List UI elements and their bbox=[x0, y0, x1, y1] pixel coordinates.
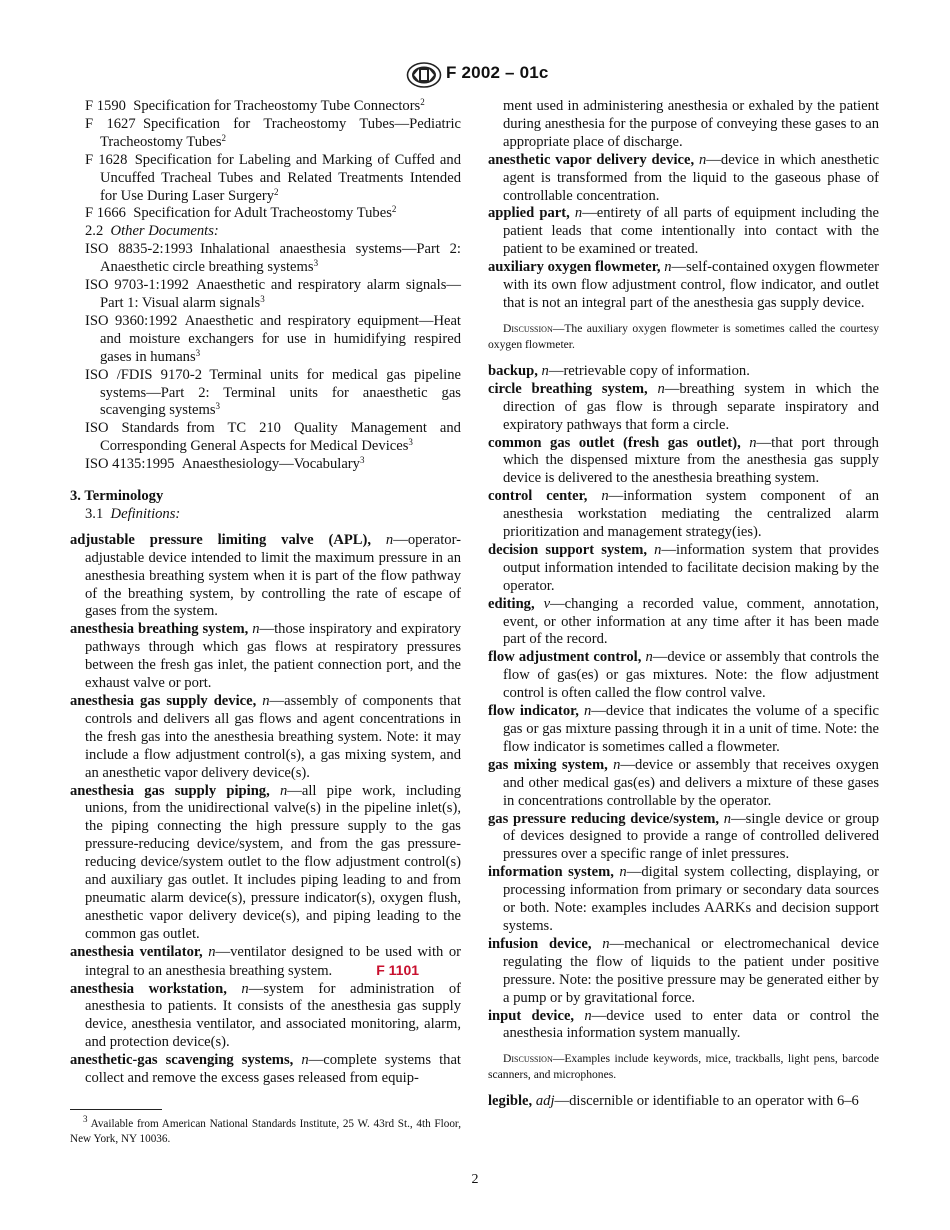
definition-entry: input device, n—device used to enter data or control the anesthesia information system manually. bbox=[488, 1007, 879, 1042]
definition-entry: infusion device, n—mechanical or electromechanical device regulating the flow of liquids to the patient under positive pressure. Note: the positive pressure may be generated either by a pump or by gravitational force. bbox=[488, 935, 879, 1006]
definitions-list-left bbox=[70, 532, 461, 1088]
footnote: $^3$ Available from American National Standards Institute, 25 W. 43rd St., 4th Floor, New York, NY 10036. bbox=[70, 1114, 461, 1145]
definition-entry: auxiliary oxygen flowmeter, n—self-contained oxygen flowmeter with its own flow adjustment control, flow indicator, and outlet that is not an integral part of the anesthesia gas supply device. bbox=[488, 259, 879, 311]
reference-item: F 1666 Specification for Adult Tracheostomy Tubes$^2$ bbox=[85, 204, 397, 222]
referenced-iso-standards bbox=[70, 241, 461, 474]
definition-entry: anesthesia gas supply piping, n—all pipe work, including unions, from the unidirectional valve(s) in the pipeline inlet(s), the piping connecting the high pressure supply to the gas pressure-reducing device/system, and from the gas pressure-reducing device/system outlet to the flow adjustment control(s) and auxiliary gas outlet. It includes piping leading to and from pneumatic alarm device(s), pressure indicator(s), oxygen flush, anesthetic vapor delivery device(s), and piping leading to the common gas outlet. bbox=[70, 782, 461, 942]
reference-item: F 1590 Specification for Tracheostomy Tube Connectors$^2$ bbox=[85, 97, 425, 114]
definition-entry: anesthesia workstation, n—system for administration of anesthesia to patients. It consists of the anesthesia gas supply device, anesthesia ventilator, and associated monitoring, alarm, and protection device(s). bbox=[70, 980, 461, 1051]
definition-entry: information system, n—digital system collecting, displaying, or processing information from primary or secondary data sources or both. Note: examples includes AARKs and decision support systems. bbox=[488, 864, 879, 934]
standard-reference-tag: F 1101 bbox=[376, 961, 420, 978]
definition-entry: backup, n—retrievable copy of information. bbox=[488, 362, 750, 379]
definition-entry: gas mixing system, n—device or assembly that receives oxygen and other medical gas(es) and delivers a mixture of these gases in concentrations controllable by the operator. bbox=[488, 756, 879, 809]
reference-item: ISO 4135:1995 Anaesthesiology—Vocabulary$^3$ bbox=[85, 455, 365, 473]
referenced-f-standards bbox=[70, 98, 461, 223]
definitions-list-right-b bbox=[488, 363, 879, 1043]
definition-entry: control center, n—information system component of an anesthesia workstation mediating the centralized alarm prioritization and management strategy(ies). bbox=[488, 488, 879, 541]
definition-entry: anesthetic vapor delivery device, n—device in which anesthetic agent is transformed from the liquid to the gaseous phase of controllable concentration. bbox=[488, 151, 879, 204]
discussion-note: Discussion—Examples include keywords, mice, trackballs, light pens, barcode scanners, and microphones. bbox=[488, 1052, 879, 1082]
astm-logo-icon bbox=[406, 62, 442, 88]
definition-legible: legible, adj—discernible or identifiable to an operator with 6–6 bbox=[488, 1093, 859, 1110]
definition-entry: decision support system, n—information system that provides output information intended to facilitate decision making by the operator. bbox=[488, 541, 880, 594]
definition-entry: circle breathing system, n—breathing system in which the direction of gas flow is through separate inspiratory and expiratory pathways that form a circle. bbox=[488, 380, 879, 433]
reference-item: ISO 9703-1:1992 Anaesthetic and respiratory alarm signals—Part 1: Visual alarm signals$^3$ bbox=[85, 277, 461, 311]
section-title-terminology: 3. Terminology bbox=[70, 488, 164, 505]
left-column bbox=[70, 98, 461, 1088]
page-number: 2 bbox=[471, 1172, 479, 1187]
definition-entry: anesthesia breathing system, n—those inspiratory and expiratory pathways through which gas flows at respiratory pressures between the fresh gas inlet, the patient connection port, and the exhaust valve or port. bbox=[70, 621, 461, 692]
definition-entry: flow indicator, n—device that indicates the volume of a specific gas or gas mixture passing through it in a unit of time. Note: the flow indicator is sometimes called a flowmeter. bbox=[488, 703, 879, 755]
reference-item: ISO 9360:1992 Anaesthetic and respiratory equipment—Heat and moisture exchangers for use in humidifying respired gases in humans$^3$ bbox=[85, 312, 461, 365]
definitions-list-right-a bbox=[488, 152, 879, 313]
definition-entry: gas pressure reducing device/system, n—single device or group of devices designed to provide a range of controlled delivered pressures over a specific range of inlet pressures. bbox=[488, 810, 879, 863]
definition-entry: anesthesia ventilator, n—ventilator designed to be used with or integral to an anesthesia breathing system. F 1101 bbox=[70, 943, 462, 979]
reference-item: ISO Standards from TC 210 Quality Management and Corresponding General Aspects for Medical Devices$^3$ bbox=[85, 420, 461, 455]
definition-entry: common gas outlet (fresh gas outlet), n—that port through which the dispensed mixture from the anesthesia gas supply device is delivered to the anesthesia breathing system. bbox=[488, 434, 879, 487]
continuation-text: ment used in administering anesthesia or exhaled by the patient during anesthesia for the purpose of conveying these gases to an appropriate place of discharge. bbox=[503, 98, 879, 150]
reference-item: ISO /FDIS 9170-2 Terminal units for medical gas pipeline systems—Part 2: Terminal units for anaesthetic gas scavenging systems$^3$ bbox=[85, 366, 461, 419]
definition-entry: adjustable pressure limiting valve (APL), n—operator-adjustable device intended to limit the maximum pressure in an anesthesia breathing system when it is part of the flow pathway of the breathing system, by controlling the rate of escape of gases from the system. bbox=[70, 531, 461, 620]
definition-entry: editing, v—changing a recorded value, comment, annotation, event, or other information at any time after it has been made part of the record. bbox=[488, 595, 879, 648]
definitions-heading: 3.1 Definitions: bbox=[85, 505, 181, 522]
definition-entry: anesthesia gas supply device, n—assembly of components that controls and delivers all gas flows and agent concentrations in the fresh gas into the anesthesia breathing system. Note: it may include a flow adjustment control(s), a gas mixing system, and an anesthetic vapor delivery device(s). bbox=[70, 693, 462, 781]
page-header bbox=[0, 62, 950, 88]
other-documents-heading: 2.2 Other Documents: bbox=[85, 223, 219, 240]
definition-entry: applied part, n—entirety of all parts of equipment including the patient leads that come intentionally into contact with the patient to be examined or treated. bbox=[488, 205, 880, 258]
reference-item: F 1628 Specification for Labeling and Marking of Cuffed and Uncuffed Tracheal Tubes and Related Treatments Intended for Use During Laser Surgery$^2$ bbox=[85, 151, 461, 204]
reference-item: ISO 8835-2:1993 Inhalational anaesthesia systems—Part 2: Anaesthetic circle breathing systems$^3$ bbox=[85, 241, 461, 276]
footnote-rule bbox=[70, 1109, 162, 1110]
document-id: F 2002 – 01c bbox=[446, 63, 549, 82]
definition-entry: flow adjustment control, n—device or assembly that controls the flow of gas(es) or gas mixtures. Note: the flow adjustment control is often called the flow control valve. bbox=[488, 649, 879, 702]
definition-entry: anesthetic-gas scavenging systems, n—complete systems that collect and remove the excess gases released from equip- bbox=[70, 1052, 461, 1087]
reference-item: F 1627 Specification for Tracheostomy Tubes—Pediatric Tracheostomy Tubes$^2$ bbox=[85, 115, 461, 150]
right-column bbox=[488, 98, 879, 1111]
discussion-note: Discussion—The auxiliary oxygen flowmeter is sometimes called the courtesy oxygen flowmeter. bbox=[488, 321, 879, 351]
